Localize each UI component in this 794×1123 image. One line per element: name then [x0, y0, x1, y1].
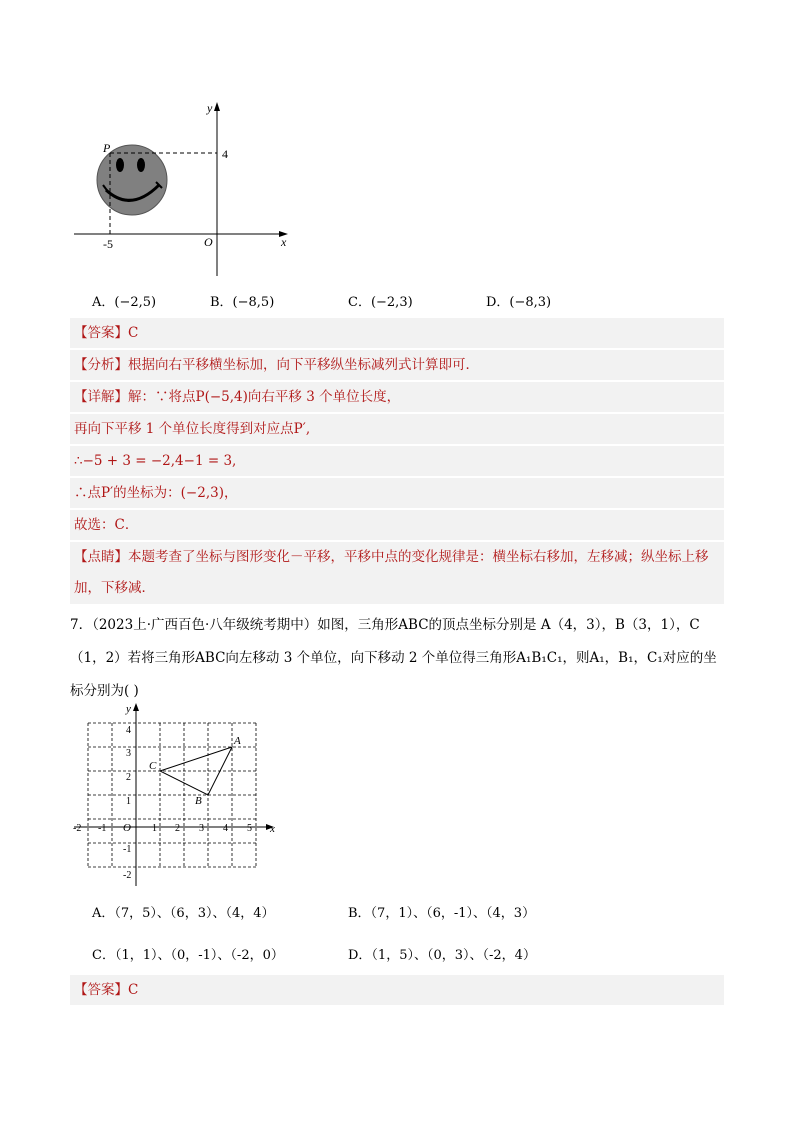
x-tick-2: 2: [175, 823, 180, 834]
y-tick-2: 2: [126, 772, 131, 783]
q6-option-c[interactable]: C．(−2,3): [348, 295, 413, 310]
analysis-text: 根据向右平移横坐标加，向下平移纵坐标减列式计算即可．: [128, 357, 479, 373]
detail-text-1: 解：∵将点P(−5,4)向右平移 3 个单位长度，: [128, 389, 401, 405]
q7-line-1: 7．（2023上·广西百色·八年级统考期中）如图，三角形ABC的顶点坐标分别是 A（4，3），B（3，1），C: [70, 617, 700, 633]
label-vertex-a: A: [234, 735, 241, 747]
analysis-tag: 【分析】: [74, 357, 128, 373]
grid-lines: [88, 723, 256, 867]
q7-option-a[interactable]: A．（7，5）、（6，3）、（4，4）: [92, 906, 275, 921]
q6-option-b[interactable]: B．(−8,5): [210, 295, 275, 310]
y-tick-1: 1: [126, 796, 131, 807]
q6-option-d[interactable]: D．(−8,3): [486, 295, 552, 310]
detail-text-2: 再向下平移 1 个单位长度得到对应点P′,: [74, 421, 311, 437]
label-axis-y: y: [207, 101, 213, 115]
comment-tag: 【点睛】: [74, 549, 128, 565]
y-tick-neg2: -2: [123, 870, 132, 881]
label-point-p: P: [103, 141, 111, 155]
q6-option-a[interactable]: A．(−2,5): [92, 295, 157, 310]
q6-detail-line-5: [70, 510, 724, 540]
figure-smiley-coordinate-plane: [70, 98, 300, 280]
q6-analysis: [70, 350, 724, 380]
label-axis-x: x: [281, 235, 287, 249]
y-tick-3: 3: [126, 748, 131, 759]
q7-answer: [70, 975, 724, 1005]
label-y-4: 4: [222, 147, 228, 161]
y-axis-arrow: [133, 703, 139, 711]
smiley-face-icon: [97, 145, 167, 215]
y-tick-4: 4: [126, 725, 131, 736]
q7-line-2: （1，2）若将三角形ABC向左移动 3 个单位，向下移动 2 个单位得三角形A₁B₁C₁，则A₁，B₁，C₁对应的坐: [70, 650, 717, 666]
x-tick-neg1: -1: [98, 823, 107, 834]
x-tick-neg2: -2: [73, 823, 82, 834]
q7-option-b[interactable]: B．（7，1）、（6，-1）、（4，3）: [348, 906, 536, 921]
label-vertex-b: B: [195, 795, 202, 807]
q7-options: [92, 902, 712, 964]
q7-line-3: 标分别为( ): [70, 683, 139, 699]
q6-comment: [70, 542, 724, 604]
q7-question: [70, 609, 730, 708]
label-axis-x: x: [270, 823, 275, 835]
q6-options: [92, 291, 712, 313]
label-x-neg5: -5: [103, 237, 113, 251]
q7-option-c[interactable]: C．（1，1）、（0，-1）、（-2，0）: [92, 948, 284, 963]
q7-option-d[interactable]: D．（1，5）、（0，3）、（-2，4）: [348, 948, 536, 963]
comment-text: 本题考查了坐标与图形变化－平移，平移中点的变化规律是：横坐标右移加，左移减；纵坐标上移加，下移减．: [74, 549, 709, 596]
answer-tag: 【答案】: [74, 325, 128, 341]
detail-text-5: 故选：C．: [74, 517, 139, 533]
x-tick-5: 5: [247, 823, 252, 834]
label-origin: O: [123, 822, 131, 834]
detail-text-4: ∴点P′的坐标为：(−2,3)，: [74, 485, 238, 501]
x-tick-4: 4: [223, 823, 228, 834]
smiley-left-eye: [116, 158, 124, 172]
x-tick-1: 1: [152, 823, 157, 834]
y-tick-neg1: -1: [123, 844, 132, 855]
q6-detail-line-1: [70, 382, 724, 412]
detail-text-3: ∴−5 + 3 = −2,4−1 = 3,: [74, 453, 237, 469]
q6-detail-line-2: [70, 414, 724, 444]
q6-answer: [70, 318, 724, 348]
label-axis-y: y: [126, 703, 131, 715]
detail-tag: 【详解】: [74, 389, 128, 405]
answer-value: C: [128, 982, 139, 998]
figure-triangle-grid: [68, 700, 280, 888]
x-tick-3: 3: [199, 823, 204, 834]
label-origin: O: [204, 235, 213, 249]
q6-detail-line-3: [70, 446, 724, 476]
q6-detail-line-4: [70, 478, 724, 508]
answer-value: C: [128, 325, 139, 341]
smiley-right-eye: [137, 158, 145, 172]
label-vertex-c: C: [149, 760, 157, 772]
answer-tag: 【答案】: [74, 982, 128, 998]
y-axis-arrow: [214, 102, 220, 111]
